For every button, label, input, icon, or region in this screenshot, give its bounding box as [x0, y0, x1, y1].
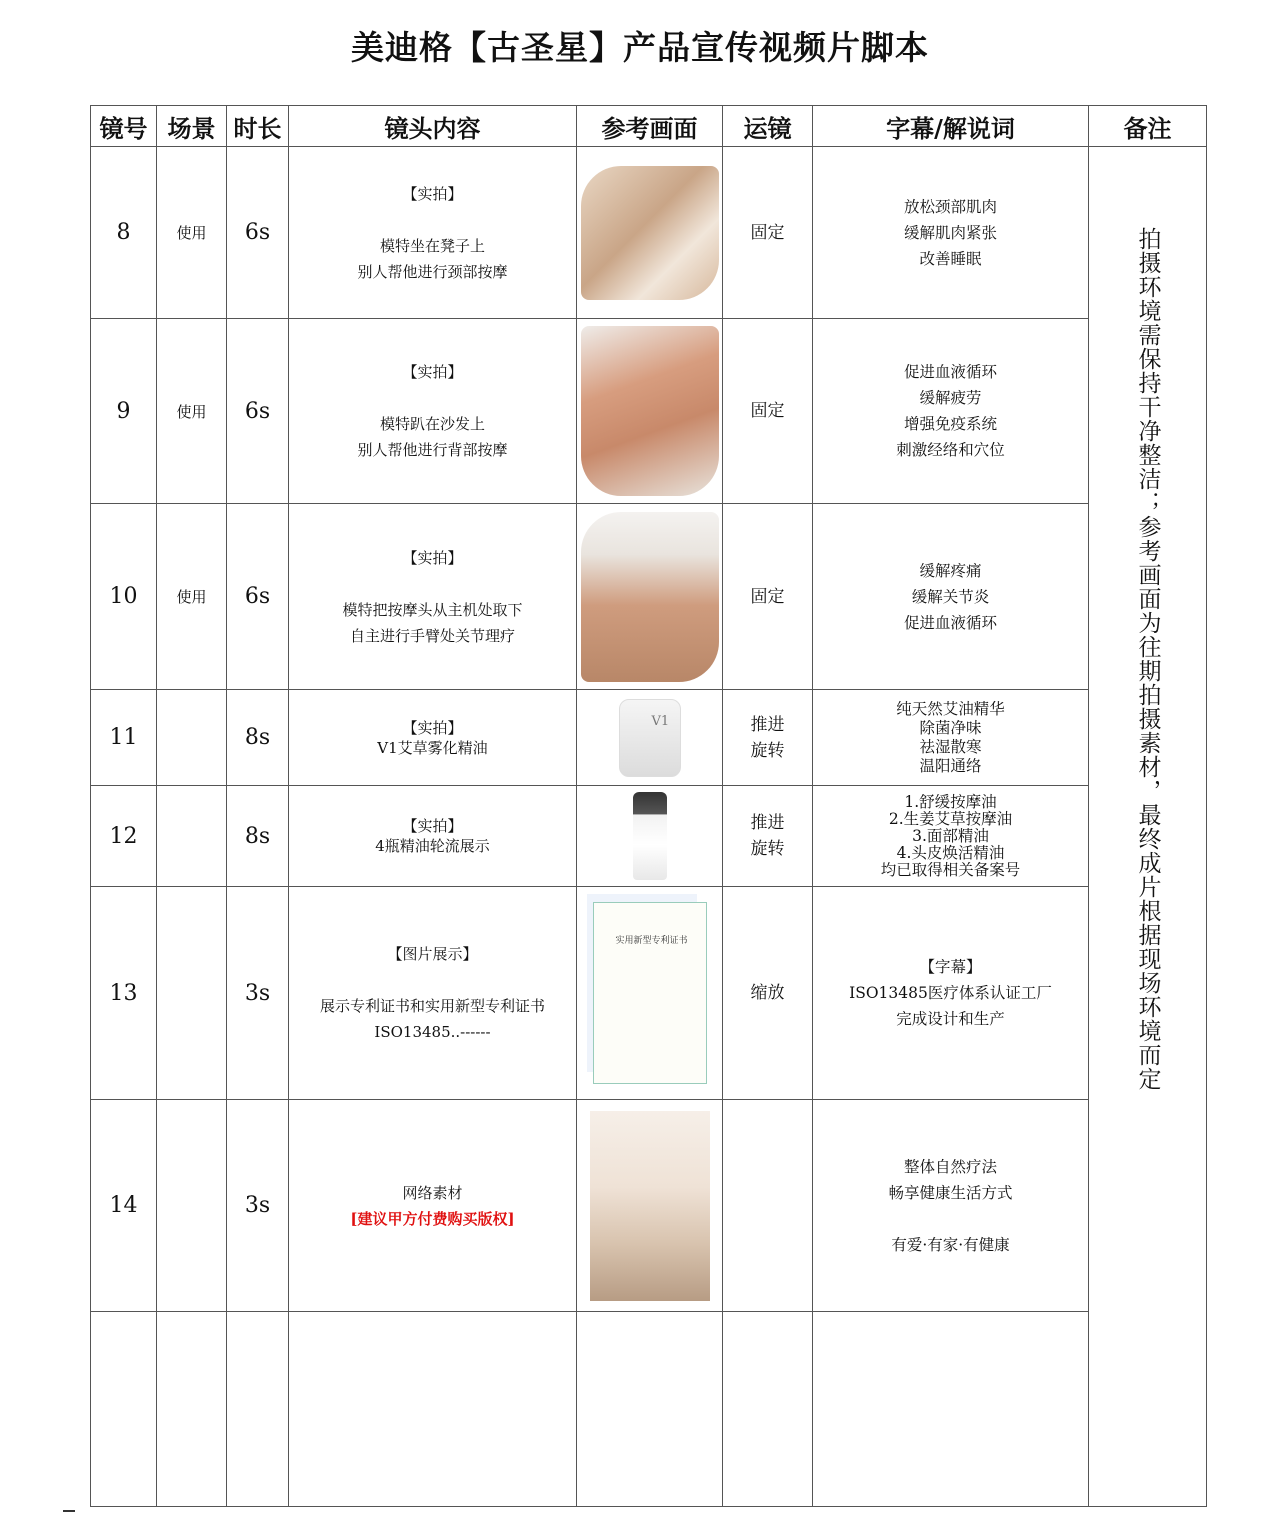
content-line: V1艾草雾化精油	[377, 738, 488, 757]
subtitle-line: 改善睡眠	[919, 249, 982, 268]
camera-cell	[723, 786, 813, 887]
duration-cell: 3s	[227, 1100, 289, 1312]
page-title: 美迪格【古圣星】产品宣传视频片脚本	[351, 28, 929, 67]
arm-therapy-photo	[581, 512, 719, 682]
camera-move: 缩放	[750, 983, 785, 1003]
subtitle-line: 促进血液循环	[903, 613, 997, 632]
camera-cell	[723, 147, 813, 319]
subtitle-line: 缓解疼痛	[919, 561, 982, 580]
content-cell	[289, 887, 577, 1100]
family-stock-photo	[590, 1111, 710, 1301]
content-line: ISO13485..------	[374, 1023, 491, 1041]
shot-number	[91, 1312, 157, 1507]
scene-cell	[157, 1100, 227, 1312]
subtitle-line: 缓解关节炎	[911, 587, 990, 606]
table-row	[91, 1100, 1207, 1312]
subtitle-cell	[813, 319, 1089, 504]
subtitle-line: 祛湿散寒	[919, 737, 982, 756]
duration-cell: 3s	[227, 887, 289, 1100]
subtitle-line: 刺激经络和穴位	[896, 441, 1005, 459]
duration-cell: 6s	[227, 319, 289, 504]
reference-cell	[577, 504, 723, 690]
table-row	[91, 690, 1207, 786]
shot-number: 8	[91, 147, 157, 319]
subtitle-cell	[813, 504, 1089, 690]
header-camera-movement: 运镜	[723, 106, 813, 147]
device-label: V1	[651, 713, 670, 729]
table-row	[91, 887, 1207, 1100]
subtitle-line: 整体自然疗法	[903, 1157, 997, 1176]
subtitle-line: 4.头皮焕活精油	[896, 843, 1005, 862]
notes-text: 拍摄环境需保持干净整洁；参考画面为往期拍摄素材，最终成片根据现场环境而定	[1134, 227, 1161, 1091]
subtitle-line: 缓解肌肉紧张	[903, 223, 997, 242]
subtitle-line: 纯天然艾油精华	[896, 699, 1005, 718]
content-tag: 【实拍】	[402, 817, 463, 835]
subtitle-line: 3.面部精油	[912, 826, 989, 845]
subtitle-cell	[813, 786, 1089, 887]
shot-number: 14	[91, 1100, 157, 1312]
content-line: 自主进行手臂处关节理疗	[349, 626, 515, 645]
content-line: 模特把按摩头从主机处取下	[342, 600, 523, 619]
content-line: 模特坐在凳子上	[379, 236, 485, 255]
subtitle-line: 放松颈部肌肉	[903, 197, 997, 216]
duration-cell: 8s	[227, 690, 289, 786]
content-cell	[289, 1312, 577, 1507]
subtitle-cell	[813, 1312, 1089, 1507]
reference-cell	[577, 887, 723, 1100]
content-line: 模特趴在沙发上	[379, 415, 485, 433]
page-corner-mark	[63, 1510, 75, 1512]
camera-move: 固定	[750, 586, 785, 607]
notes-cell	[1089, 147, 1207, 1507]
content-tag: 【实拍】	[402, 184, 463, 203]
back-massage-photo	[581, 326, 719, 496]
camera-cell	[723, 1100, 813, 1312]
camera-cell	[723, 504, 813, 690]
content-line: 展示专利证书和实用新型专利证书	[319, 997, 545, 1015]
subtitle-tag: 【字幕】	[919, 958, 982, 976]
shot-number: 13	[91, 887, 157, 1100]
content-cell	[289, 319, 577, 504]
scene-cell: 使用	[157, 504, 227, 690]
camera-cell	[723, 319, 813, 504]
scene-cell	[157, 786, 227, 887]
header-reference-image: 参考画面	[577, 106, 723, 147]
reference-cell	[577, 147, 723, 319]
patent-certificate-image	[593, 902, 707, 1084]
scene-cell: 使用	[157, 147, 227, 319]
shot-number: 12	[91, 786, 157, 887]
camera-move: 固定	[750, 222, 785, 243]
shot-number: 10	[91, 504, 157, 690]
subtitle-line: 增强免疫系统	[903, 415, 997, 433]
subtitle-line: 畅享健康生活方式	[888, 1183, 1013, 1202]
camera-cell	[723, 1312, 813, 1507]
duration-cell: 8s	[227, 786, 289, 887]
camera-move: 旋转	[750, 740, 785, 761]
content-line: 别人帮他进行颈部按摩	[357, 262, 508, 281]
scene-cell: 使用	[157, 319, 227, 504]
scene-cell	[157, 1312, 227, 1507]
subtitle-cell	[813, 147, 1089, 319]
reference-cell	[577, 1100, 723, 1312]
content-cell	[289, 1100, 577, 1312]
header-row	[91, 106, 1207, 147]
subtitle-line: 温阳通络	[919, 756, 982, 775]
content-tag: 【实拍】	[402, 363, 463, 381]
subtitle-line: ISO13485医疗体系认证工厂	[849, 984, 1052, 1002]
duration-cell: 6s	[227, 147, 289, 319]
camera-cell	[723, 887, 813, 1100]
subtitle-line: 均已取得相关备案号	[880, 860, 1021, 879]
camera-move: 推进	[750, 813, 785, 833]
subtitle-line: 2.生姜艾草按摩油	[888, 809, 1013, 828]
reference-cell	[577, 319, 723, 504]
camera-move: 推进	[750, 714, 785, 735]
content-tag: 【实拍】	[402, 548, 463, 567]
camera-cell	[723, 690, 813, 786]
essential-oil-bottle-photo	[633, 792, 667, 880]
v1-device-photo	[619, 699, 681, 777]
duration-cell: 6s	[227, 504, 289, 690]
header-duration: 时长	[227, 106, 289, 147]
shot-script-table	[90, 105, 1207, 1507]
subtitle-line: 促进血液循环	[903, 363, 997, 381]
camera-move: 旋转	[750, 839, 785, 859]
shot-number: 11	[91, 690, 157, 786]
content-cell	[289, 690, 577, 786]
header-subtitle: 字幕/解说词	[813, 106, 1089, 147]
header-shot-content: 镜头内容	[289, 106, 577, 147]
table-row	[91, 786, 1207, 887]
neck-massage-photo	[581, 166, 719, 300]
table-row	[91, 504, 1207, 690]
reference-cell	[577, 786, 723, 887]
duration-cell	[227, 1312, 289, 1507]
content-line: 网络素材	[402, 1183, 463, 1202]
subtitle-line: 完成设计和生产	[896, 1010, 1005, 1028]
reference-cell	[577, 1312, 723, 1507]
subtitle-cell	[813, 1100, 1089, 1312]
content-cell	[289, 786, 577, 887]
reference-cell	[577, 690, 723, 786]
content-cell	[289, 504, 577, 690]
subtitle-cell	[813, 690, 1089, 786]
content-tag: 【图片展示】	[387, 945, 478, 963]
table-row	[91, 147, 1207, 319]
header-scene: 场景	[157, 106, 227, 147]
content-line: 别人帮他进行背部按摩	[357, 441, 508, 459]
shot-number: 9	[91, 319, 157, 504]
scene-cell	[157, 690, 227, 786]
subtitle-line: 有爱·有家·有健康	[891, 1235, 1010, 1254]
copyright-warning: [建议甲方付费购买版权]	[350, 1209, 515, 1228]
content-cell	[289, 147, 577, 319]
table-row-empty	[91, 1312, 1207, 1507]
subtitle-line: 除菌净味	[919, 718, 982, 737]
scene-cell	[157, 887, 227, 1100]
content-line: 4瓶精油轮流展示	[375, 837, 490, 855]
content-tag: 【实拍】	[402, 718, 463, 737]
subtitle-line: 缓解疲劳	[919, 389, 982, 407]
subtitle-line: 1.舒缓按摩油	[904, 792, 997, 811]
certificate-title: 实用新型专利证书	[615, 936, 688, 946]
header-shot-number: 镜号	[91, 106, 157, 147]
header-notes: 备注	[1089, 106, 1207, 147]
subtitle-line	[813, 1206, 1088, 1232]
table-row	[91, 319, 1207, 504]
camera-move: 固定	[750, 401, 785, 421]
subtitle-cell	[813, 887, 1089, 1100]
